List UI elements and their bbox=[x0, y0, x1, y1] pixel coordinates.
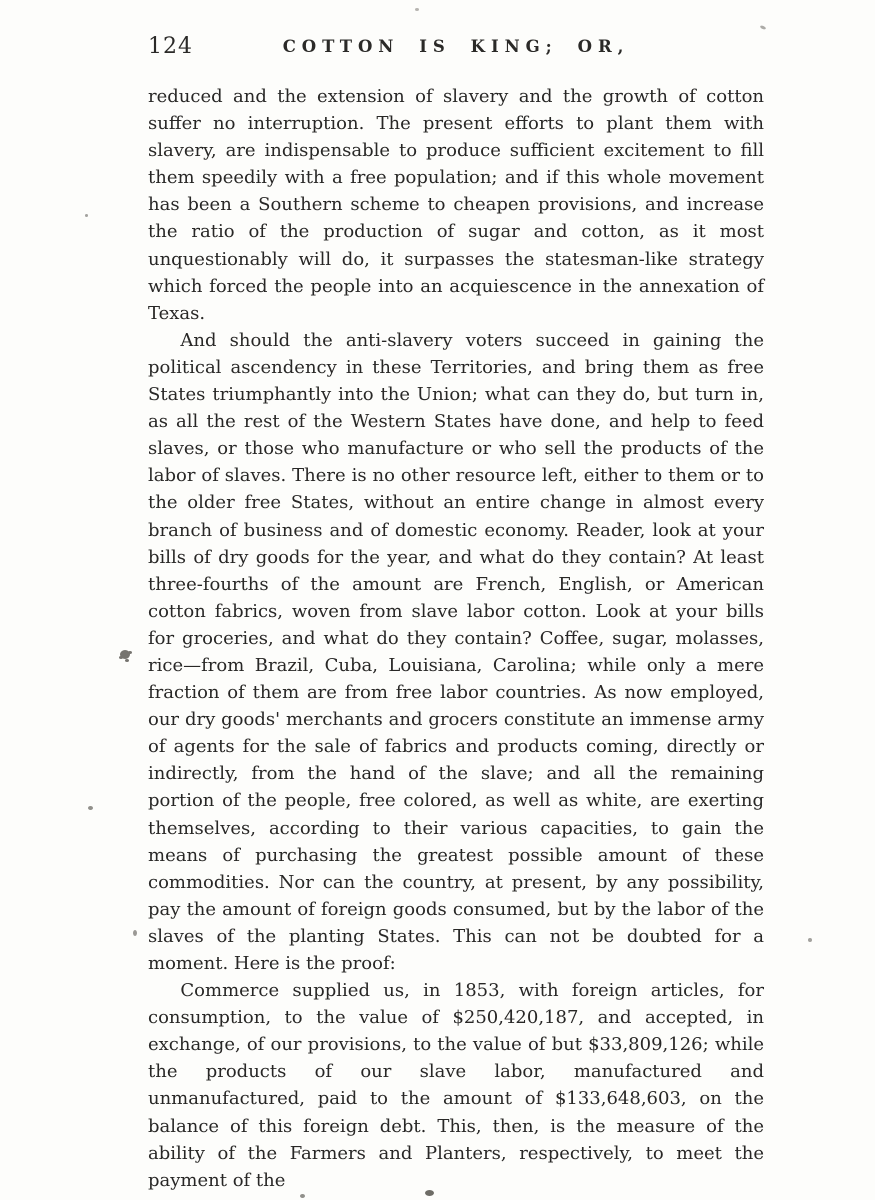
paragraph-continuation: reduced and the extension of slavery and the growth of cotton suffer no interruption. The present efforts to plant them with slavery, are indispensable to produce sufficient excitement to fill them speedily with a free population; and if this whole movement has been a Southern scheme to cheapen provisions, and increase the ratio of the production of sugar and cotton, as it most unquestionably will do, it surpasses the statesman-like strategy which forced the people into an acquiescence in the annexation of Texas. bbox=[148, 86, 764, 324]
page-number: 124 bbox=[148, 34, 193, 59]
paragraph: And should the anti-slavery voters succeed in gaining the political ascendency in these Territories, and bring them as free States triumphantly into the Union; what can they do, but turn in, as all the rest of the Western States have done, and help to feed slaves, or those who manufacture or who sell the products of the labor of slaves. There is no other resource left, either to them or to the older free States, without an entire change in almost every branch of business and of domestic economy. Reader, look at your bills of dry goods for the year, and what do they contain? At least three-fourths of the amount are French, English, or American cotton fabrics, woven from slave labor cotton. Look at your bills for groceries, and what do they contain? Coffee, sugar, molasses, rice—from Brazil, Cuba, Louisiana, Carolina; while only a mere fraction of them are from free labor countries. As now employed, our dry goods' merchants and grocers constitute an immense army of agents for the sale of fabrics and products coming, directly or indirectly, from the hand of the slave; and all the remaining portion of the people, free colored, as well as white, are exerting themselves, according to their various capacities, to gain the means of purchasing the greatest possible amount of these commodities. Nor can the country, at present, by any possibility, pay the amount of foreign goods consumed, but by the labor of the slaves of the planting States. This can not be doubted for a moment. Here is the proof: bbox=[148, 329, 764, 974]
ink-speck bbox=[300, 1194, 305, 1198]
ink-speck bbox=[133, 930, 137, 936]
page-header bbox=[148, 34, 764, 64]
ink-speck bbox=[808, 938, 812, 942]
ink-speck bbox=[760, 25, 767, 30]
ink-speck bbox=[415, 8, 419, 11]
paragraph: Commerce supplied us, in 1853, with foreign articles, for consumption, to the value of $250,420,187, and accepted, in exchange, of our provisions, to the value of but $33,809,126; while the products of our slave labor, manufactured and unmanufactured, paid to the amount of $133,648,603, on the balance of this foreign debt. This, then, is the measure of the ability of the Farmers and Planters, respectively, to meet the payment of the bbox=[148, 980, 764, 1191]
ink-speck bbox=[120, 650, 130, 659]
ink-speck bbox=[88, 806, 93, 810]
ink-speck bbox=[85, 214, 88, 217]
running-header-title: COTTON IS KING; OR, bbox=[282, 37, 630, 56]
page-text-block bbox=[148, 83, 764, 1194]
